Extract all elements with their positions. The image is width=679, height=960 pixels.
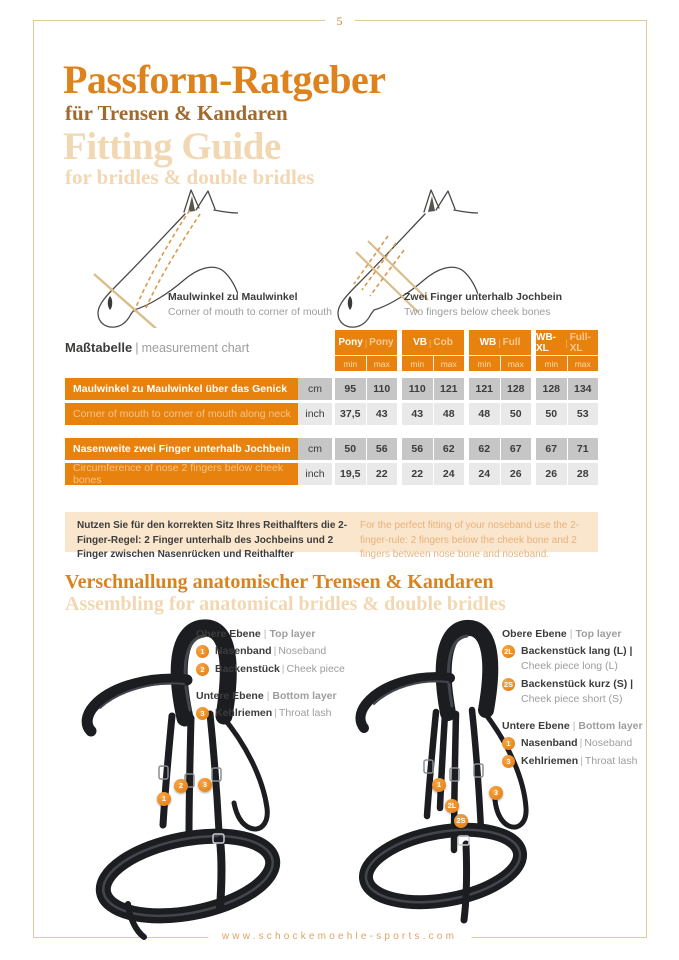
- cell-value: 56: [367, 438, 398, 460]
- cell-value: 67: [501, 438, 532, 460]
- group-label-en: Pony: [369, 337, 394, 348]
- cell-value: 56: [402, 438, 433, 460]
- cell-value: 128: [501, 378, 532, 400]
- assembly-title-en: Assembling for anatomical bridles & double bridles: [65, 593, 506, 615]
- row-label: Maulwinkel zu Maulwinkel über das Genick: [65, 378, 298, 400]
- legend-badge: 1: [502, 737, 515, 750]
- cell-value: 128: [536, 378, 567, 400]
- bridle-badge: 2L: [445, 799, 459, 813]
- min-label: min: [469, 356, 501, 371]
- cell-value: 67: [536, 438, 567, 460]
- cell-value: 53: [568, 403, 599, 425]
- row-label: Corner of mouth to corner of mouth along neck: [65, 403, 298, 425]
- bridle-badge: 3: [198, 778, 212, 792]
- table-header-spacer-unit: [298, 330, 332, 371]
- cell-value: 26: [501, 463, 532, 485]
- page-subtitle-de: für Trensen & Kandaren: [65, 101, 288, 125]
- cell-value: 19,5: [335, 463, 366, 485]
- cell-value: 121: [469, 378, 500, 400]
- separator: |: [281, 663, 285, 675]
- cell-value: 37,5: [335, 403, 366, 425]
- cell-value: 43: [367, 403, 398, 425]
- legend-item-en: Cheek piece long (L): [521, 660, 618, 672]
- cell-value: 134: [568, 378, 599, 400]
- separator: |: [498, 337, 501, 348]
- table-row: [65, 438, 600, 460]
- row-unit: cm: [298, 438, 332, 460]
- group-label-en: Cob: [433, 337, 453, 348]
- cell-value: 26: [536, 463, 567, 485]
- separator: |: [572, 720, 576, 732]
- two-finger-rule-note: [65, 512, 598, 560]
- bridle-badge: 1: [432, 778, 446, 792]
- legend-heading-en: Top layer: [269, 628, 316, 640]
- separator: |: [579, 737, 583, 749]
- legend-item-de: Nasenband: [215, 645, 272, 657]
- size-group-full-xl: [536, 330, 598, 371]
- bridle-badge: 2S: [454, 814, 468, 828]
- legend-item-de: Backenstück lang (L) |: [521, 645, 633, 657]
- cell-value: 62: [469, 438, 500, 460]
- cell-value: 43: [402, 403, 433, 425]
- legend-item: [502, 645, 667, 673]
- min-label: min: [536, 356, 568, 371]
- group-label-de: Pony: [338, 337, 363, 348]
- cell-value: 110: [367, 378, 398, 400]
- legend-item: [196, 645, 351, 658]
- separator: |: [565, 337, 568, 348]
- legend-item-de: Backenstück kurz (S) |: [521, 678, 634, 690]
- legend-badge: 3: [502, 755, 515, 768]
- cell-value: 110: [402, 378, 433, 400]
- figure-label-right: [404, 291, 624, 318]
- cell-value: 50: [536, 403, 567, 425]
- bridle-badge: 1: [157, 792, 171, 806]
- note-text-de: Nutzen Sie für den korrekten Sitz Ihres Reithalfters die 2-Finger-Regel: 2 Finger unterhalb des Jochbeins und 2 Finger zwischen Nasenrücken und Reithalfter: [77, 520, 348, 560]
- size-group-pony: [335, 330, 397, 371]
- separator: |: [135, 340, 139, 355]
- separator: |: [364, 337, 368, 348]
- group-label-de: WB-XL: [536, 331, 556, 354]
- legend-heading: [196, 628, 351, 640]
- group-label-de: VB: [413, 337, 428, 348]
- footer-website-url: www.schockemoehle-sports.com: [208, 931, 471, 942]
- page-number: 5: [325, 14, 355, 29]
- group-label-en: Full-XL: [569, 331, 591, 354]
- table-row: [65, 403, 600, 425]
- legend-left: [196, 628, 351, 720]
- legend-badge: 3: [196, 707, 209, 720]
- legend-item-de: Nasenband: [521, 737, 578, 749]
- legend-heading-de: Obere Ebene: [502, 628, 567, 640]
- legend-badge: 2: [196, 663, 209, 676]
- legend-item: [502, 678, 667, 706]
- legend-heading-de: Untere Ebene: [502, 720, 570, 732]
- legend-heading-en: Bottom layer: [578, 720, 643, 732]
- table-row: [65, 463, 600, 485]
- legend-item-en: Cheek piece short (S): [521, 693, 623, 705]
- cell-value: 71: [568, 438, 599, 460]
- cell-value: 50: [335, 438, 366, 460]
- page-subtitle-en: for bridles & double bridles: [65, 165, 315, 189]
- row-unit: cm: [298, 378, 332, 400]
- legend-item: [502, 755, 667, 768]
- size-group-cob: [402, 330, 464, 371]
- bridle-badge: 3: [489, 786, 503, 800]
- separator: |: [273, 645, 277, 657]
- legend-item-de: Kehlriemen: [215, 707, 273, 719]
- legend-item-en: Cheek piece: [286, 663, 345, 675]
- legend-heading: [502, 628, 667, 640]
- row-label: Circumference of nose 2 fingers below cheek bones: [65, 463, 298, 485]
- max-label: max: [574, 358, 591, 369]
- separator: |: [266, 690, 270, 702]
- cell-value: 95: [335, 378, 366, 400]
- max-label: max: [373, 358, 390, 369]
- row-label: Nasenweite zwei Finger unterhalb Jochbein: [65, 438, 298, 460]
- legend-item: [502, 737, 667, 750]
- legend-heading-de: Obere Ebene: [196, 628, 261, 640]
- bridle-badge: 2: [174, 779, 188, 793]
- legend-right: [502, 628, 667, 768]
- size-group-full: [469, 330, 531, 371]
- group-label-en: Full: [502, 337, 521, 348]
- table-row: [65, 378, 600, 400]
- min-label: min: [335, 356, 367, 371]
- legend-item-en: Throat lash: [584, 755, 638, 767]
- cell-value: 62: [434, 438, 465, 460]
- cell-value: 28: [568, 463, 599, 485]
- legend-item: [196, 707, 351, 720]
- measurement-table: [65, 330, 600, 485]
- separator: |: [274, 707, 277, 719]
- cell-value: 24: [469, 463, 500, 485]
- legend-heading-en: Bottom layer: [272, 690, 337, 702]
- figure-label-left-en: Corner of mouth to corner of mouth: [168, 306, 332, 318]
- legend-item-de: Kehlriemen: [521, 755, 579, 767]
- page-title-en: Fitting Guide: [63, 125, 281, 168]
- table-header-spacer: [65, 330, 298, 371]
- min-label: min: [402, 356, 434, 371]
- max-label: max: [507, 358, 524, 369]
- separator: |: [580, 755, 583, 767]
- figure-label-right-de: Zwei Finger unterhalb Jochbein: [404, 291, 563, 303]
- cell-value: 50: [501, 403, 532, 425]
- assembly-title-de: Verschnallung anatomischer Trensen & Kandaren: [65, 571, 494, 593]
- row-unit: inch: [298, 403, 332, 425]
- legend-item-de: Backenstück: [215, 663, 280, 675]
- legend-item-en: Throat lash: [278, 707, 332, 719]
- legend-heading-de: Untere Ebene: [196, 690, 264, 702]
- cell-value: 22: [367, 463, 398, 485]
- page-title-de: Passform-Ratgeber: [63, 57, 386, 102]
- legend-heading: [502, 720, 667, 732]
- separator: |: [569, 628, 573, 640]
- legend-heading: [196, 690, 351, 702]
- cell-value: 121: [434, 378, 465, 400]
- cell-value: 22: [402, 463, 433, 485]
- row-unit: inch: [298, 463, 332, 485]
- legend-item-en: Noseband: [278, 645, 327, 657]
- legend-heading-en: Top layer: [575, 628, 622, 640]
- max-label: max: [440, 358, 457, 369]
- separator: |: [429, 337, 432, 348]
- group-label-de: WB: [479, 337, 497, 348]
- table-title-en: measurement chart: [141, 341, 250, 355]
- figure-label-right-en: Two fingers below cheek bones: [404, 306, 551, 318]
- legend-item-en: Noseband: [584, 737, 633, 749]
- table-header-row: [65, 330, 600, 371]
- table-title-de: Maßtabelle: [65, 340, 133, 355]
- cell-value: 24: [434, 463, 465, 485]
- legend-badge: 2S: [503, 680, 514, 689]
- cell-value: 48: [434, 403, 465, 425]
- note-text-en: For the perfect fitting of your noseband use the 2-finger-rule: 2 fingers below the cheek bone and 2 fingers between nose bone and noseband.: [360, 520, 580, 560]
- figure-label-left-de: Maulwinkel zu Maulwinkel: [168, 291, 298, 303]
- legend-badge: 1: [196, 645, 209, 658]
- legend-item: [196, 663, 351, 676]
- cell-value: 48: [469, 403, 500, 425]
- separator: |: [263, 628, 267, 640]
- legend-badge: 2L: [502, 645, 515, 658]
